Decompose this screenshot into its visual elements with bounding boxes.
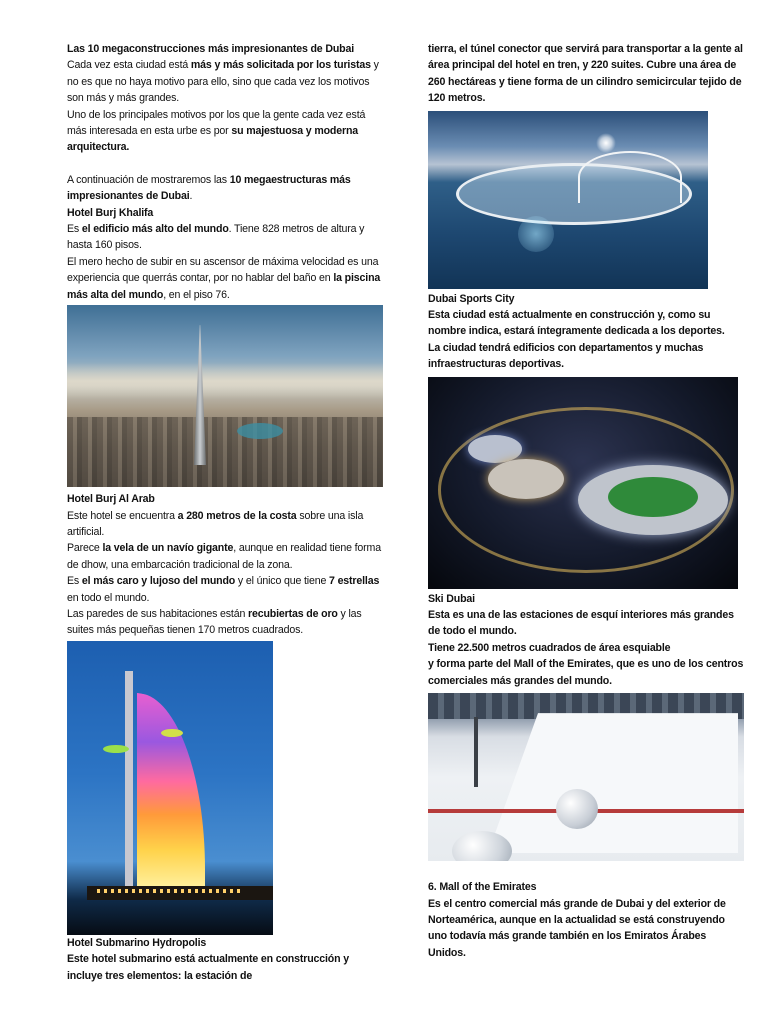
section-heading-burj-khalifa: Hotel Burj Khalifa [67,206,154,219]
burj-al-arab-paragraph-1: Este hotel se encuentra a 280 metros de la costa sobre una isla artificial. [67,509,364,538]
hydropolis-paragraph: Este hotel submarino está actualmente en construcción y incluye tres elementos: la estación de [67,953,349,982]
list-intro-paragraph: A continuación de mostraremos las 10 megaestructuras más impresionantes de Dubai. [67,173,351,203]
sports-city-photo [428,377,738,589]
intro-paragraph: Cada vez esta ciudad está más y más solicitada por los turistas y no es que no haya motivo para ello, sino que cada vez los motivos son más y más grandes. [67,59,379,105]
burj-al-arab-photo [67,641,273,935]
left-column [67,41,387,984]
burj-al-arab-paragraph-4: Las paredes de sus habitaciones están recubiertas de oro y las suites más pequeñas tienen 170 metros cuadrados. [67,607,362,637]
section-heading-burj-al-arab: Hotel Burj Al Arab [67,493,155,506]
ski-dubai-paragraph-2: Tiene 22.500 metros cuadrados de área esquiable [428,641,671,654]
burj-khalifa-photo [67,305,383,487]
burj-khalifa-paragraph-2: El mero hecho de subir en su ascensor de máxima velocidad es una experiencia que querrás contar, por no hablar del baño en la piscina más alta del mundo, en el piso 76. [67,255,381,301]
ski-dubai-photo [428,693,744,861]
section-heading-hydropolis: Hotel Submarino Hydropolis [67,936,207,949]
spacer [428,863,746,879]
section-heading-ski-dubai: Ski Dubai [428,592,475,605]
sports-city-paragraph-2: La ciudad tendrá edificios con departamentos y muchas infraestructuras deportivas. [428,341,704,371]
spacer [67,156,387,172]
hydropolis-paragraph-continued: tierra, el túnel conector que servirá para transportar a la gente al área principal del hotel en tren, y 220 suites. Cubre una área de 260 hectáreas y tiene forma de un cilindro semicircular tejido de 120 metros. [428,43,743,105]
article-title [67,41,387,57]
burj-al-arab-paragraph-3: Es el más caro y lujoso del mundo y el único que tiene 7 estrellas en todo el mundo. [67,575,380,604]
section-heading-sports-city: Dubai Sports City [428,292,515,305]
section-heading-mall-of-the-emirates: 6. Mall of the Emirates [428,881,537,894]
right-column [428,41,746,961]
ski-dubai-paragraph-3: y forma parte del Mall of the Emirates, que es uno de los centros comerciales más grandes del mundo. [428,658,744,687]
ski-dubai-paragraph-1: Esta es una de las estaciones de esquí interiores más grandes de todo el mundo. [428,609,734,638]
sports-city-paragraph-1: Esta ciudad está actualmente en construcción y, como su nombre indica, estará íntegramente dedicada a los deportes. [428,309,725,338]
hydropolis-photo [428,111,708,289]
mall-of-the-emirates-paragraph: Es el centro comercial más grande de Dubai y del exterior de Norteamérica, aunque en la actualidad se está construyendo uno todavía más grande también en los Emiratos Árabes Unidos. [428,897,726,959]
burj-al-arab-paragraph-2: Parece la vela de un navío gigante, aunque en realidad tiene forma de dhow, una embarcación tradicional de la zona. [67,542,381,571]
architecture-paragraph: Uno de los principales motivos por los que la gente cada vez está más interesada en esta urbe es por su majestuosa y moderna arquitectura. [67,108,366,154]
article-title-text: Las 10 megaconstrucciones más impresionantes de Dubai [67,43,355,55]
burj-khalifa-paragraph-1: Es el edificio más alto del mundo. Tiene 828 metros de altura y hasta 160 pisos. [67,223,365,252]
